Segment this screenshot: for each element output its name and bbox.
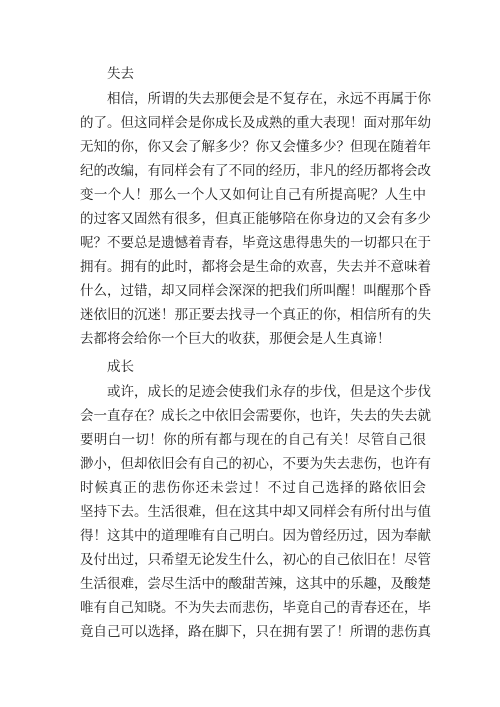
paragraph-line: 拥有。拥有的此时，都将会是生命的欢喜，失去并不意味着 xyxy=(80,259,431,275)
paragraph-line: 时候真正的悲伤你还未尝过！不过自己选择的路依旧会 xyxy=(80,480,426,496)
paragraph-line: 唯有自己知晓。不为失去而悲伤，毕竟自己的青春还在，毕 xyxy=(80,600,431,616)
paragraph-line: 什么，过错，却又同样会深深的把我们所叫醒！叫醒那个昏 xyxy=(80,283,431,299)
paragraph-line: 会一直存在？成长之中依旧会需要你，也许，失去的失去就 xyxy=(80,408,431,424)
paragraph-line: 及付出过，只希望无论发生什么，初心的自己依旧在！尽管 xyxy=(80,552,431,568)
paragraph-line: 竟自己可以选择，路在脚下，只在拥有罢了！所谓的悲伤真 xyxy=(80,624,431,640)
paragraph-line: 相信，所谓的失去那便会是不复存在，永远不再属于你 xyxy=(107,91,431,107)
paragraph-line: 得！这其中的道理唯有自己明白。因为曾经历过，因为奉献 xyxy=(80,528,431,544)
paragraph-line: 要明白一切！你的所有都与现在的自己有关！尽管自己很 xyxy=(80,432,426,448)
paragraph-line: 渺小，但却依旧会有自己的初心，不要为失去悲伤，也许有 xyxy=(80,456,431,472)
section-title-growth: 成长 xyxy=(107,359,134,375)
section-title-loss: 失去 xyxy=(107,66,134,82)
paragraph-line: 的了。但这同样会是你成长及成熟的重大表现！面对那年幼 xyxy=(80,115,431,131)
paragraph-line: 或许，成长的足迹会使我们永存的步伐，但是这个步伐 xyxy=(107,384,431,400)
paragraph-line: 变一个人！那么一个人又如何让自己有所提高呢？人生中 xyxy=(80,187,426,203)
paragraph-line: 迷依旧的沉迷！那正要去找寻一个真正的你，相信所有的失 xyxy=(80,307,431,323)
paragraph-line: 无知的你，你又会了解多少？你又会懂多少？但现在随着年 xyxy=(80,139,431,155)
paragraph-line: 生活很难，尝尽生活中的酸甜苦辣，这其中的乐趣，及酸楚 xyxy=(80,576,431,592)
paragraph-line: 纪的改编，有同样会有了不同的经历，非凡的经历都将会改 xyxy=(80,163,431,179)
paragraph-line: 坚持下去。生活很难，但在这其中却又同样会有所付出与值 xyxy=(80,504,431,520)
paragraph-line: 的过客又固然有很多，但真正能够陪在你身边的又会有多少 xyxy=(80,211,431,227)
paragraph-line: 去都将会给你一个巨大的收获，那便会是人生真谛！ xyxy=(80,331,391,347)
paragraph-line: 呢？不要总是遗憾着青春，毕竟这患得患失的一切都只在于 xyxy=(80,235,431,251)
